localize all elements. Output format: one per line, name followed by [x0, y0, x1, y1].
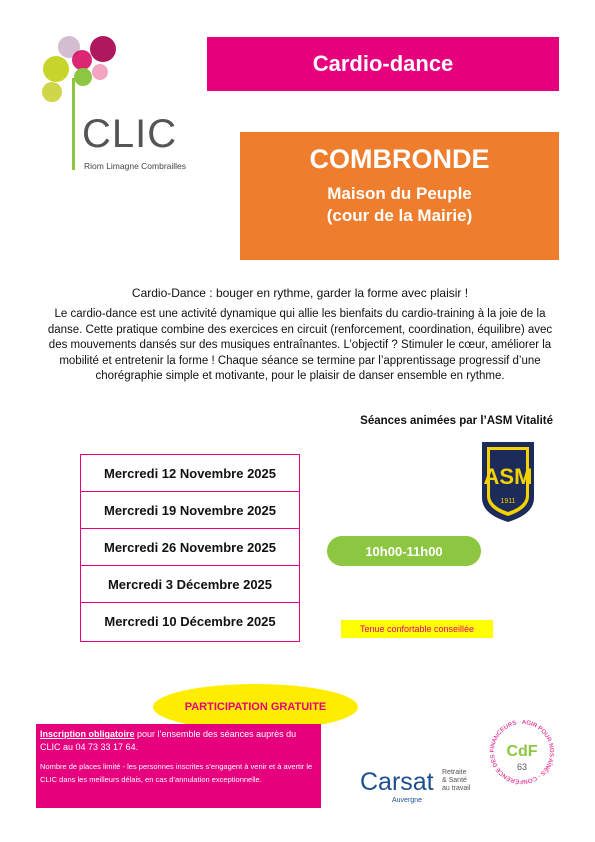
date-row: Mercredi 12 Novembre 2025 — [81, 455, 299, 492]
date-row: Mercredi 19 Novembre 2025 — [81, 492, 299, 529]
location-banner — [240, 132, 559, 260]
logo-circle — [72, 50, 92, 70]
logo-circle — [92, 64, 108, 80]
carsat-logo — [358, 760, 478, 810]
asm-letters: ASM — [483, 464, 533, 489]
animated-by: Séances animées par l’ASM Vitalité — [360, 415, 553, 427]
asm-logo — [480, 440, 536, 524]
signup-text — [40, 728, 318, 754]
carsat-tagline: & Santé — [442, 777, 467, 784]
cdf-letters: CdF — [506, 743, 538, 760]
time-badge — [327, 536, 481, 566]
dates-table — [80, 454, 300, 642]
town-name: COMBRONDE — [309, 144, 490, 174]
signup-required: Inscription obligatoire — [40, 729, 135, 739]
cdf-number: 63 — [516, 762, 528, 772]
date-row: Mercredi 3 Décembre 2025 — [81, 566, 299, 603]
time-text: 10h00-11h00 — [365, 543, 443, 559]
carsat-tagline: Retraite — [442, 769, 467, 776]
date-row: Mercredi 10 Décembre 2025 — [104, 614, 276, 629]
logo-stem — [72, 78, 75, 170]
cdf-ring-text: AGIR POUR NOS AÎNÉS · CONFÉRENCE DES FINANCEURS — [489, 719, 555, 785]
logo-circle — [43, 56, 69, 82]
carsat-name: Carsat — [360, 768, 434, 796]
free-participation-text: PARTICIPATION GRATUITE — [184, 701, 327, 713]
logo-circle — [90, 36, 116, 62]
logo-circle — [42, 82, 62, 102]
signup-contact: pour l’ensemble des séances auprès du CLIC au 04 73 33 17 64. — [40, 729, 297, 752]
intro-body: Le cardio-dance est une activité dynamique qui allie les bienfaits du cardio-training à la joie de la danse. Cette pratique combine des exercices en circuit (renforcement, coordination, équilibre) avec des mouvements dansés sur des musiques entraînantes. L’objectif ? Stimuler le cœur, améliorer la mobilité et entretenir la forme ! Chaque séance se termine par l’apprentissage progressif d’une chorégraphie simple et motivante, pour le plaisir de danser ensemble en rythme. — [47, 308, 553, 382]
logo-circle — [74, 68, 92, 86]
carsat-region: Auvergne — [392, 797, 422, 804]
date-row: Mercredi 26 Novembre 2025 — [81, 529, 299, 566]
carsat-tagline: au travail — [442, 785, 471, 792]
cdf-logo — [484, 712, 560, 808]
clic-name: CLIC — [82, 112, 178, 156]
signup-note: Nombre de places limité - les personnes inscrites s’engagent à venir et à avertir le CLIC dans les meilleurs délais, en cas d’annulation exceptionnelle. — [40, 762, 313, 784]
signup-box — [36, 724, 321, 808]
dress-note — [341, 620, 493, 638]
venue-name: Maison du Peuple — [327, 184, 472, 203]
clic-subtitle: Riom Limagne Combrailles — [84, 161, 187, 171]
page-title: Cardio-dance — [312, 51, 454, 76]
intro-heading: Cardio-Dance : bouger en rythme, garder la forme avec plaisir ! — [131, 286, 469, 300]
dress-note-text: Tenue confortable conseillée — [359, 624, 475, 634]
venue-detail: (cour de la Mairie) — [326, 206, 473, 225]
title-banner — [207, 37, 559, 91]
clic-logo — [28, 34, 198, 184]
asm-year: 1911 — [500, 498, 516, 505]
